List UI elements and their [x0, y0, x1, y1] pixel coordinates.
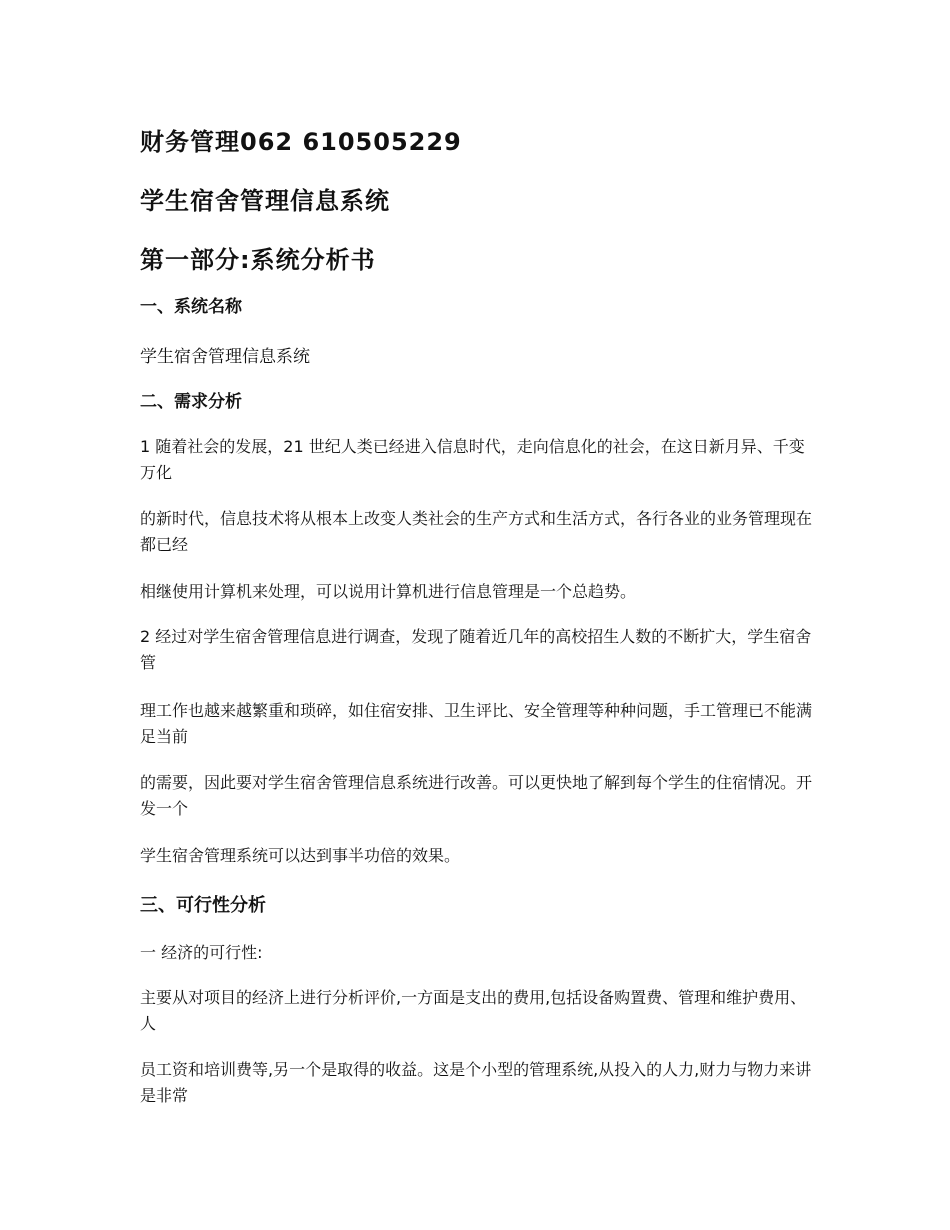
paragraph: 理工作也越来越繁重和琐碎，如住宿安排、卫生评比、安全管理等种种问题，手工管理已不能满足当前	[140, 701, 813, 746]
section-heading-system-name: 一、系统名称	[140, 297, 242, 317]
part-heading: 第一部分:系统分析书	[140, 246, 376, 274]
section-heading-requirements: 二、需求分析	[140, 392, 242, 412]
paragraph: 的新时代，信息技术将从根本上改变人类社会的生产方式和生活方式，各行各业的业务管理现在都已经	[140, 509, 813, 554]
section-heading-feasibility: 三、可行性分析	[140, 895, 266, 916]
paragraph: 的需要，因此要对学生宿舍管理信息系统进行改善。可以更快地了解到每个学生的住宿情况。开发一个	[140, 773, 813, 818]
paragraph: 相继使用计算机来处理，可以说用计算机进行信息管理是一个总趋势。	[140, 582, 637, 601]
document-title: 财务管理062 610505229	[140, 128, 462, 156]
paragraph: 学生宿舍管理系统可以达到事半功倍的效果。	[140, 846, 461, 865]
paragraph: 员工资和培训费等,另一个是取得的收益。这是个小型的管理系统,从投入的人力,财力与物力来讲是非常	[140, 1060, 812, 1105]
paragraph: 2 经过对学生宿舍管理信息进行调查，发现了随着近几年的高校招生人数的不断扩大，学生宿舍管	[140, 627, 812, 672]
paragraph: 1 随着社会的发展，21 世纪人类已经进入信息时代，走向信息化的社会，在这日新月异、千变万化	[140, 437, 805, 482]
system-name-text: 学生宿舍管理信息系统	[140, 347, 310, 367]
paragraph: 主要从对项目的经济上进行分析评价,一方面是支出的费用,包括设备购置费、管理和维护费用、人	[140, 988, 807, 1033]
document-subtitle: 学生宿舍管理信息系统	[140, 187, 390, 215]
subsection-heading-economic: 一 经济的可行性:	[140, 943, 263, 962]
